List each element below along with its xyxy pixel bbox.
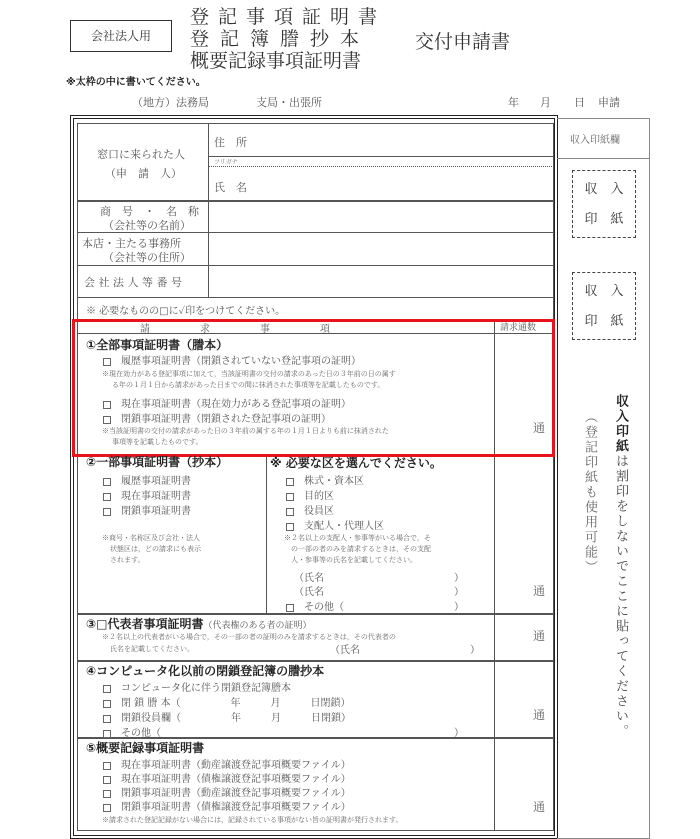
section5-title: ⑤概要記録事項証明書 [86, 741, 205, 755]
stamp-text: 印 紙 [584, 212, 624, 227]
furigana-label: フリガナ [214, 159, 238, 166]
s2-sec-note-3: 人・参事等の氏名を記載してください。 [291, 556, 417, 564]
stamp-text: 収 入 [584, 284, 624, 299]
checkbox[interactable] [286, 604, 294, 612]
trade-name-sub: （会社等の名前） [103, 219, 191, 232]
s2-select-title: ※ 必要な区を選んでください。 [270, 456, 442, 470]
s4-other-close: ） [454, 728, 464, 739]
checkbox[interactable] [103, 776, 111, 784]
s5-option-1[interactable] [103, 756, 351, 771]
option-label: 履歴事項証明書 [121, 476, 191, 487]
option-label: 閉 鎖 謄 本（ 年 月 日閉鎖） [121, 698, 351, 709]
s2-count-unit[interactable]: 通 [533, 584, 546, 598]
checkbox[interactable] [103, 715, 111, 723]
stamp-instruction [611, 394, 630, 739]
applicant-sub-label: （申 請 人） [105, 167, 182, 180]
name-label[interactable]: 氏 名 [214, 181, 247, 194]
option-label: 支配人・代理人区 [304, 521, 384, 532]
revenue-stamp-box-1[interactable] [572, 170, 636, 238]
section1-title: ①全部事項証明書（謄本） [86, 338, 229, 352]
month-label: 月 [540, 96, 551, 109]
day-label: 日 [574, 96, 585, 109]
s1-note1a: ※現在効力がある登記事項に加えて，当該証明書の交付の請求のあった日の３年前の日の属す [102, 370, 396, 378]
s1-count-unit[interactable]: 通 [533, 421, 546, 435]
revenue-stamp-box-2[interactable] [572, 272, 636, 340]
option-label: 株式・資本区 [304, 476, 364, 487]
form-type-badge: 会社法人用 [70, 20, 172, 52]
s1-note2a: ※当該証明書の交付の請求があった日の３年前の属する年の１月１日よりも前に抹消された [102, 427, 389, 435]
s2-note-3: されます。 [110, 556, 145, 564]
section3-sub: （代表権のある者の証明） [203, 621, 312, 631]
s4-option-closed-copy[interactable] [103, 694, 351, 709]
s2-section-stock[interactable] [286, 472, 364, 487]
bureau-label: （地方）法務局 [132, 96, 209, 109]
s5-count-unit[interactable]: 通 [533, 800, 546, 814]
request-header-item: 請 求 事 項 [140, 324, 330, 335]
s1-note2b: 事項等を記載したものです。 [112, 438, 203, 446]
option-label: 現在事項証明書（動産譲渡登記事項概要ファイル） [121, 760, 351, 771]
s3-name-field[interactable]: （氏名 [330, 645, 360, 656]
option-label: 閉鎖事項証明書（債権譲渡登記事項概要ファイル） [121, 802, 351, 813]
s2-sec-note-2: の一部の者のみを請求するときは，その支配 [291, 545, 431, 553]
s5-option-2[interactable] [103, 770, 351, 785]
option-label: その他（ [121, 728, 161, 739]
office-sub: （会社等の住所） [103, 251, 191, 264]
s2-name-field-1[interactable]: （氏名 [294, 573, 324, 584]
s2-name-close-2: ） [454, 587, 464, 598]
stamp-text: 収 入 [584, 182, 624, 197]
stamp-text: 印 紙 [584, 314, 624, 329]
applicant-label: 窓口に来られた人 [97, 148, 185, 161]
branch-label: 支局・出張所 [256, 96, 322, 109]
option-label: 閉鎖役員欄（ 年 月 日閉鎖） [121, 713, 351, 724]
s2-option-current[interactable] [103, 487, 191, 502]
check-note: ※ 必要なものの□に✓印をつけてください。 [86, 306, 286, 317]
stamp-column-header: 収入印紙欄 [570, 135, 620, 146]
s2-option-history[interactable] [103, 472, 191, 487]
checkbox[interactable] [286, 478, 294, 486]
s2-name-field-2[interactable]: （氏名 [294, 587, 324, 598]
option-label: その他（ [304, 602, 344, 613]
instruction: ※太枠の中に書いてください。 [66, 77, 206, 88]
option-label: 目的区 [304, 491, 334, 502]
s2-other-option[interactable] [286, 598, 344, 613]
request-header-count: 請求通数 [500, 323, 537, 333]
option-label: 現在事項証明書（債権譲渡登記事項概要ファイル） [121, 774, 351, 785]
checkbox[interactable] [103, 700, 111, 708]
option-label: 現在事項証明書（現在効力がある登記事項の証明） [121, 399, 351, 410]
option-label: 閉鎖事項証明書（動産譲渡登記事項概要ファイル） [121, 788, 351, 799]
checkbox[interactable] [103, 508, 111, 516]
checkbox[interactable] [286, 493, 294, 501]
section3-label: ③□代表者事項証明書 [86, 617, 204, 631]
checkbox[interactable] [103, 790, 111, 798]
title-line-3: 概要記録事項証明書 [190, 50, 362, 72]
s3-count-unit[interactable]: 通 [533, 629, 546, 643]
s5-option-4[interactable] [103, 798, 351, 813]
option-label: コンピュータ化に伴う閉鎖登記簿謄本 [121, 683, 291, 694]
s3-note2: 氏名を記載してください。 [110, 645, 194, 653]
option-label: 現在事項証明書 [121, 491, 191, 502]
s4-option-other[interactable] [103, 724, 161, 739]
s5-option-3[interactable] [103, 784, 351, 799]
s2-section-purpose[interactable] [286, 487, 334, 502]
checkbox[interactable] [103, 478, 111, 486]
s4-option-closed-officers[interactable] [103, 709, 351, 724]
highlight-box [72, 319, 555, 457]
s4-option-computer[interactable] [103, 679, 291, 694]
year-label: 年 [508, 96, 519, 109]
checkbox[interactable] [103, 804, 111, 812]
address-label[interactable]: 住 所 [214, 136, 247, 149]
s1-note1b: る年の１月１日から請求があった日までの間に抹消された事項等を記載したものです。 [112, 381, 385, 389]
office-label: 本店・主たる事務所 [82, 237, 181, 250]
section3-title[interactable] [86, 615, 312, 632]
stamp-instruction-bold: 収入印紙 [613, 394, 628, 454]
s2-other-close: ） [454, 602, 464, 613]
title-line-1: 登記事項証明書 [190, 6, 387, 28]
s3-note1: ※２名以上の代表者がいる場合で，その一部の者の証明のみを請求するときは，その代表者の [102, 633, 396, 641]
s2-note-1: ※商号・名称区及び会社・法人 [102, 534, 200, 542]
checkbox[interactable] [103, 685, 111, 693]
s2-name-close-1: ） [454, 573, 464, 584]
checkbox[interactable] [103, 730, 111, 738]
title-line-2: 登記簿謄抄本 [190, 28, 371, 50]
checkbox[interactable] [286, 523, 294, 531]
checkbox[interactable] [103, 493, 111, 501]
apply-label: 申請 [598, 96, 620, 109]
s2-note-2: 状態区は，どの請求にも表示 [110, 545, 201, 553]
option-label: 役員区 [304, 506, 334, 517]
s2-sec-note-1: ※２名以上の支配人・参事等がいる場合で，そ [284, 534, 431, 542]
section4-title: ④コンピュータ化以前の閉鎖登記簿の謄抄本 [86, 664, 325, 678]
company-number-label: 会 社 法 人 等 番 号 [84, 276, 182, 289]
stamp-instruction-rest: は割印をしないでここに貼ってください。 [613, 454, 628, 739]
title-suffix: 交付申請書 [415, 31, 511, 53]
s5-note: ※請求された登記記録がない場合には，記録されている事項がない旨の証明書が発行されます。 [102, 816, 403, 824]
option-label: 閉鎖事項証明書 [121, 506, 191, 517]
option-label: 閉鎖事項証明書（閉鎖された登記事項の証明） [121, 414, 331, 425]
s3-name-close: ） [470, 645, 480, 656]
option-label: 履歴事項証明書（閉鎖されていない登記事項の証明） [121, 356, 361, 367]
trade-name-label: 商 号 ・ 名 称 [100, 205, 199, 218]
s4-count-unit[interactable]: 通 [533, 708, 546, 722]
s2-section-officers[interactable] [286, 502, 334, 517]
stamp-sub-instruction: （登記印紙も使用可能） [582, 410, 597, 575]
checkbox[interactable] [286, 508, 294, 516]
s2-section-manager[interactable] [286, 517, 384, 532]
section2-title: ②一部事項証明書（抄本） [86, 455, 229, 469]
s2-option-closed[interactable] [103, 502, 191, 517]
checkbox[interactable] [103, 762, 111, 770]
